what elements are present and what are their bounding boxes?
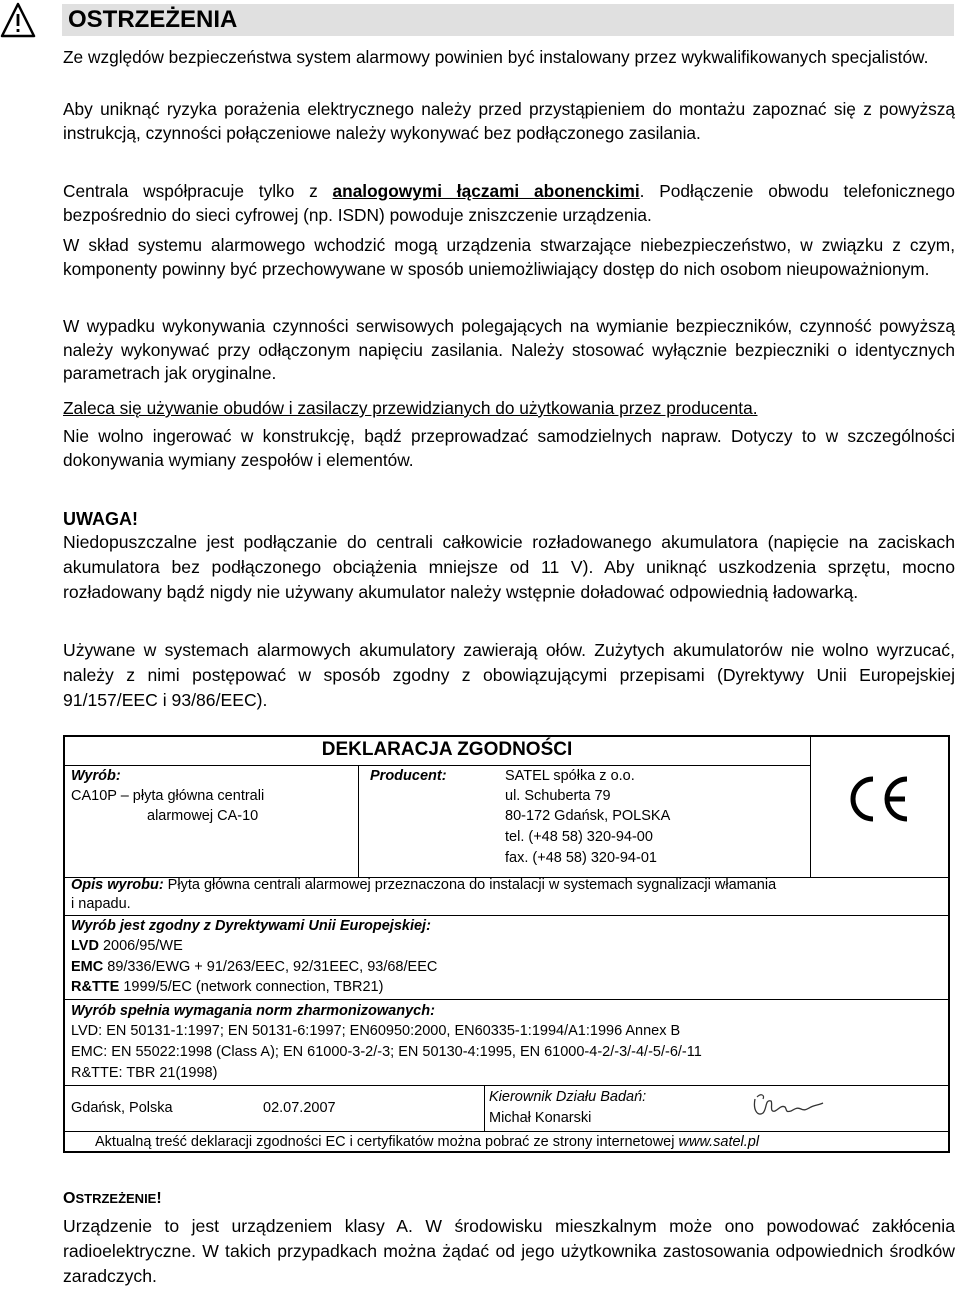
declaration-title: DEKLARACJA ZGODNOŚCI [321, 739, 573, 760]
manager-title: Kierownik Działu Badań: [489, 1089, 647, 1105]
product-name: alarmowej CA-10 [147, 808, 259, 824]
warning-text: Centrala współpracuje tylko z [63, 181, 333, 201]
directive-line [71, 958, 437, 978]
producer-line: SATEL spółka z o.o. [505, 768, 635, 784]
divider [65, 765, 810, 766]
divider [65, 1085, 948, 1086]
divider [65, 915, 948, 916]
norm-line: R&TTE: TBR 21(1998) [71, 1065, 218, 1081]
heading-initial: O [63, 1190, 76, 1207]
directive-name: R&TTE [71, 979, 120, 995]
warning2-paragraph: Urządzenie to jest urządzeniem klasy A. W środowisku mieszkalnym może ono powodować zakłócenia radioelektryczne. W takich przypadkach można żądać od jego użytkownika zastosowania odpowiednich środków zaradczych. [63, 1216, 955, 1286]
warning-paragraph [63, 180, 955, 227]
divider [484, 1085, 485, 1131]
product-description [71, 876, 776, 896]
uwaga-paragraph: Niedopuszczalne jest podłączanie do centrali całkowicie rozładowanego akumulatora (napięcie na zaciskach akumulatora bez podłączonego obciążenia mniejsze od 11 V). Aby uniknąć uszkodzenia sprzętu, mocno rozładowany bądź nigdy nie używany akumulator należy wstępnie doładować odpowiednią ładowarką. [63, 532, 955, 603]
date: 02.07.2007 [263, 1100, 336, 1116]
directive-value: 89/336/EWG + 91/263/EEC, 92/31EEC, 93/68/EEC [103, 959, 438, 975]
warning-triangle-icon [0, 2, 36, 38]
divider [65, 999, 948, 1000]
warning-paragraph: Aby uniknąć ryzyka porażenia elektrycznego należy przed przystąpieniem do montażu zapoznać się z powyższą instrukcją, czynności połączeniowe należy wykonywać bez podłączonego zasilania. [63, 99, 955, 143]
description-text: Płyta główna centrali alarmowej przeznaczona do instalacji w systemach sygnalizacji włamania [163, 877, 777, 893]
warning-paragraph: Zaleca się używanie obudów i zasilaczy przewidzianych do użytkowania przez producenta. [63, 398, 758, 418]
norms-label: Wyrób spełnia wymagania norm zharmonizowanych: [71, 1003, 435, 1019]
ce-mark-icon [843, 771, 913, 827]
producer-label: Producent: [370, 768, 447, 784]
heading-end: ! [156, 1190, 162, 1207]
page-title: OSTRZEŻENIA [68, 6, 238, 33]
directive-value: 1999/5/EC (network connection, TBR21) [119, 979, 384, 995]
divider [358, 765, 359, 877]
product-label: Wyrób: [71, 768, 121, 784]
warning-paragraph: Nie wolno ingerować w konstrukcję, bądź przeprowadzać samodzielnych napraw. Dotyczy to w szczególności dokonywania wymiany zespołów i elementów. [63, 426, 955, 470]
emphasized-text: analogowymi łączami abonenckimi [332, 181, 640, 201]
norm-line: EMC: EN 55022:1998 (Class A); EN 61000-3-2/-3; EN 50130-4:1995, EN 61000-4-2/-3/-4/-5/-6/-11 [71, 1044, 702, 1060]
directive-name: LVD [71, 938, 99, 954]
declaration-footer [95, 1133, 759, 1153]
uwaga-paragraph: Używane w systemach alarmowych akumulatory zawierają ołów. Zużytych akumulatorów nie wolno wyrzucać, należy z nimi postępować w sposób zgodny z obowiązującymi przepisami (Dyrektywy Unii Europejskiej 91/157/EEC i 93/86/EEC). [63, 640, 955, 711]
description-label: Opis wyrobu: [71, 877, 164, 893]
producer-line: 80-172 Gdańsk, POLSKA [505, 808, 671, 824]
place: Gdańsk, Polska [71, 1100, 173, 1116]
warning-text: . Podłączenie obwodu telefonicznego bezpośrednio do sieci cyfrowej (np. ISDN) powoduje zniszczenie urządzenia. [63, 181, 955, 225]
warning2-heading [63, 1188, 162, 1210]
uwaga-heading: UWAGA! [63, 509, 138, 529]
producer-line: tel. (+48 58) 320-94-00 [505, 829, 653, 845]
footer-text: Aktualną treść deklaracji zgodności EC i certyfikatów można pobrać ze strony internetowej [95, 1134, 679, 1150]
declaration-box [63, 735, 950, 1153]
directive-line [71, 978, 383, 998]
product-name: CA10P – płyta główna centrali [71, 788, 265, 804]
warning-paragraph: W wypadku wykonywania czynności serwisowych polegających na wymianie bezpieczników, czynność powyższą należy wykonywać przy odłączonym napięciu zasilania. Należy stosować wyłącznie bezpieczniki o identycznych parametrach jak oryginalne. [63, 316, 955, 383]
warning-paragraph: W skład systemu alarmowego wchodzić mogą urządzenia stwarzające niebezpieczeństwo, w związku z czym, komponenty powinny być przechowywane w sposób uniemożliwiający dostęp do nich osobom nieupoważnionym. [63, 235, 955, 279]
manager-name: Michał Konarski [489, 1110, 592, 1126]
heading-smallcaps: STRZEŻENIE [75, 1191, 157, 1206]
warning-paragraph: Ze względów bezpieczeństwa system alarmowy powinien być instalowany przez wykwalifikowanych specjalistów. [63, 47, 929, 67]
directive-name: EMC [71, 959, 104, 975]
directive-line [71, 937, 183, 957]
producer-line: ul. Schuberta 79 [505, 788, 611, 804]
directives-label: Wyrób jest zgodny z Dyrektywami Unii Europejskiej: [71, 918, 431, 934]
signature-image [751, 1089, 827, 1123]
divider [810, 737, 811, 877]
divider [65, 1131, 948, 1132]
website-link[interactable]: www.satel.pl [678, 1134, 760, 1150]
norm-line: LVD: EN 50131-1:1997; EN 50131-6:1997; EN60950:2000, EN60335-1:1994/A1:1996 Annex B [71, 1023, 681, 1039]
directive-value: 2006/95/WE [98, 938, 183, 954]
producer-line: fax. (+48 58) 320-94-01 [505, 850, 657, 866]
product-description: i napadu. [71, 896, 131, 912]
